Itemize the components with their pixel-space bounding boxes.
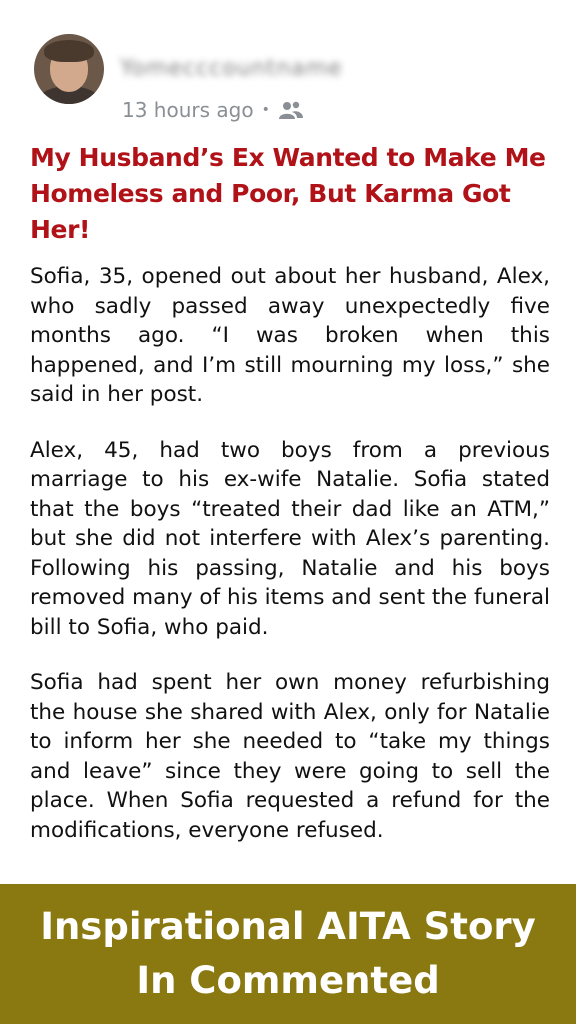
paragraph: Sofia, 35, opened out about her husband, Alex, who sadly passed away unexpectedly five months ago. “I was broken when this happened, and I’m still mourning my loss,” she said in her post. — [30, 264, 550, 407]
banner-line-1: Inspirational AITA Story — [40, 905, 536, 948]
post-timestamp[interactable]: 13 hours ago — [122, 98, 254, 122]
avatar-hair-shape — [44, 40, 94, 62]
article-body — [30, 262, 550, 871]
article-title: My Husband’s Ex Wanted to Make Me Homeless and Poor, But Karma Got Her! — [30, 143, 546, 244]
banner-line-2: In Commented — [136, 959, 440, 1002]
friends-icon — [278, 100, 304, 120]
paragraph: Alex, 45, had two boys from a previous marriage to his ex-wife Natalie. Sofia stated that the boys “treated their dad like an ATM,” but she did not interfere with Alex’s parenting. Following his passing, Natalie and his boys removed many of his items and sent the funeral bill to Sofia, who paid. — [30, 437, 550, 640]
avatar[interactable] — [34, 34, 104, 104]
meta-separator: • — [261, 102, 270, 118]
promo-banner — [0, 884, 576, 1024]
post-meta — [122, 98, 304, 122]
paragraph: Sofia had spent her own money refurbishing the house she shared with Alex, only for Natalie to inform her she needed to “take my things and leave” since they were going to sell the place. When Sofia requested a refund for the modifications, everyone refused. — [30, 670, 550, 843]
author-name[interactable]: Yomecccountname — [120, 56, 343, 81]
post-header — [0, 0, 576, 140]
